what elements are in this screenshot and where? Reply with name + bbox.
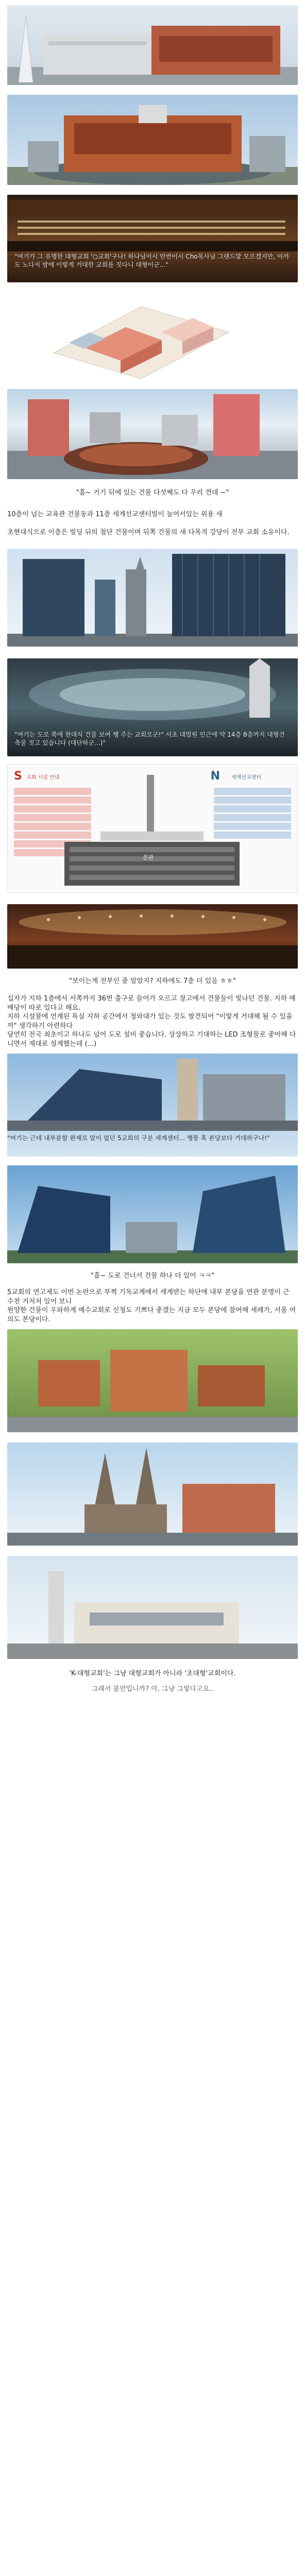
cathedral-illustration — [7, 658, 298, 725]
diagram-facility-section — [7, 764, 298, 893]
caption-12: 5교회의 연고제도 이번 논란으로 부쩍 기독교계에서 세계받는 하단에 내부 본당을 연관 분명이 근 수천 거처처 있어 보니 — [7, 1289, 290, 1306]
diagram-right-title: N — [210, 770, 220, 783]
caption-2: "흠~ 거기 뒤에 있는 건물 다섯째도 다 우리 껀데 ~" — [76, 489, 229, 497]
photo-sanctuary-lights — [7, 904, 298, 969]
photo-gothic-spires — [7, 1443, 298, 1546]
section-illustration — [8, 765, 297, 892]
diagram-left-subtitle: 교회 시설 안내 — [26, 775, 60, 781]
caption-1: "여기가 그 유명한 대형교회 '○교회'구나! 하나님이시 안반이시 Cho목사님 그랜드말 모르겠지만, 아까도 노다지 밤에 이렇게 거대한 교회를 짓다니 대형이군..." — [14, 253, 290, 268]
caption-6: "보이는게 전부인 줄 알았지? 지하에도 7층 더 있음 ㅎㅎ" — [69, 977, 236, 985]
isometric-campus-illustration — [7, 291, 298, 381]
photo-twin-glass — [7, 1165, 298, 1263]
gothic-spires-illustration — [7, 1443, 298, 1546]
church-dome-illustration — [7, 95, 298, 185]
caption-8: 지하 시설물에 연계된 특실 지하 공간에서 청와대가 있는 것도 발견되어 "이렇게 거대해 될 수 있을까" 생각하기 아련하다 — [7, 1013, 293, 1030]
church-building-illustration — [7, 5, 298, 85]
diagram-center-label: 본관 — [143, 854, 154, 861]
caption-3: 10층이 넘는 교육관 건물동과 11층 세계선교센터빌이 늘어서있는 위용 새 — [7, 511, 223, 518]
caption-11: "흠~ 도로 건너서 건물 하나 더 있어 ㅋㅋ" — [90, 1272, 215, 1280]
caption-9: 당연히 전국 최초이고 하나도 넘어 도로 설비 좋습니다. 상상하고 기대하는 LED 조형물로 좋아해 다니면서 제대로 설계했는데 (...) — [7, 1031, 296, 1048]
photo-campus-aerial — [7, 1329, 298, 1432]
photo-aerial-complex — [7, 389, 298, 479]
caption-5: "여기는 도로 쪽에 현대식 건물 보여 쨍 주는 교회로군!" 서초 대법원 인근에 약 14층 8층까지 대형건축물 짓고 있습니다 (대단하군...)" — [14, 731, 285, 747]
campus-aerial-illustration — [7, 1329, 298, 1432]
glass-towers-illustration — [7, 549, 298, 647]
caption-7: 십자가 지하 1층에서 서쪽까지 36번 출구로 들어가 오르고 창고에서 건물들이 빛나던 건물. 지하 예배당이 따로 있다고 해요. — [7, 995, 296, 1012]
tower-glass-illustration — [7, 1054, 298, 1131]
interior-illustration — [7, 195, 298, 251]
diagram-left-title: S — [14, 770, 22, 783]
photo-modern-church — [7, 1556, 298, 1659]
photo-glass-towers — [7, 549, 298, 647]
caption-4: 초현대식으로 이층은 빌딩 뒤의 첨단 건물이며 뒤쪽 건물의 새 다목적 강당이 전부 교회 소유이다. — [7, 529, 290, 536]
photo-church-tower-exterior — [7, 5, 298, 85]
modern-church-illustration — [7, 1556, 298, 1659]
photo-church-dome — [7, 95, 298, 185]
photo-church-interior — [7, 195, 298, 282]
illustration-campus-map — [7, 291, 298, 381]
photo-cathedral-interior — [7, 658, 298, 756]
caption-15: 그래서 불만입니까? 아, 그냥 그렇다고요.. — [91, 1685, 214, 1693]
caption-10: "여기는 근데 내부분할 완제로 알이 없던 5교회의 구분 세계센터... 쨍퉁 혹 본당보다 거대하구나!" — [7, 1134, 270, 1142]
caption-14: 'K-대형교회'는 그냥 대형교회가 아니라 '초대형'교회이다. — [69, 1670, 236, 1677]
photo-tower-glass — [7, 1054, 298, 1157]
sanctuary-illustration — [7, 904, 298, 969]
diagram-right-subtitle: 세계선교센터 — [231, 775, 261, 781]
aerial-illustration — [7, 389, 298, 479]
caption-13: 원양한 건물이 우와하게 예수교회로 신청도 기쁘다 좋겠는 지금 모두 본당에 참여해 세례가, 서울 여의도 본당이다. — [7, 1307, 296, 1324]
twin-glass-illustration — [7, 1165, 298, 1263]
